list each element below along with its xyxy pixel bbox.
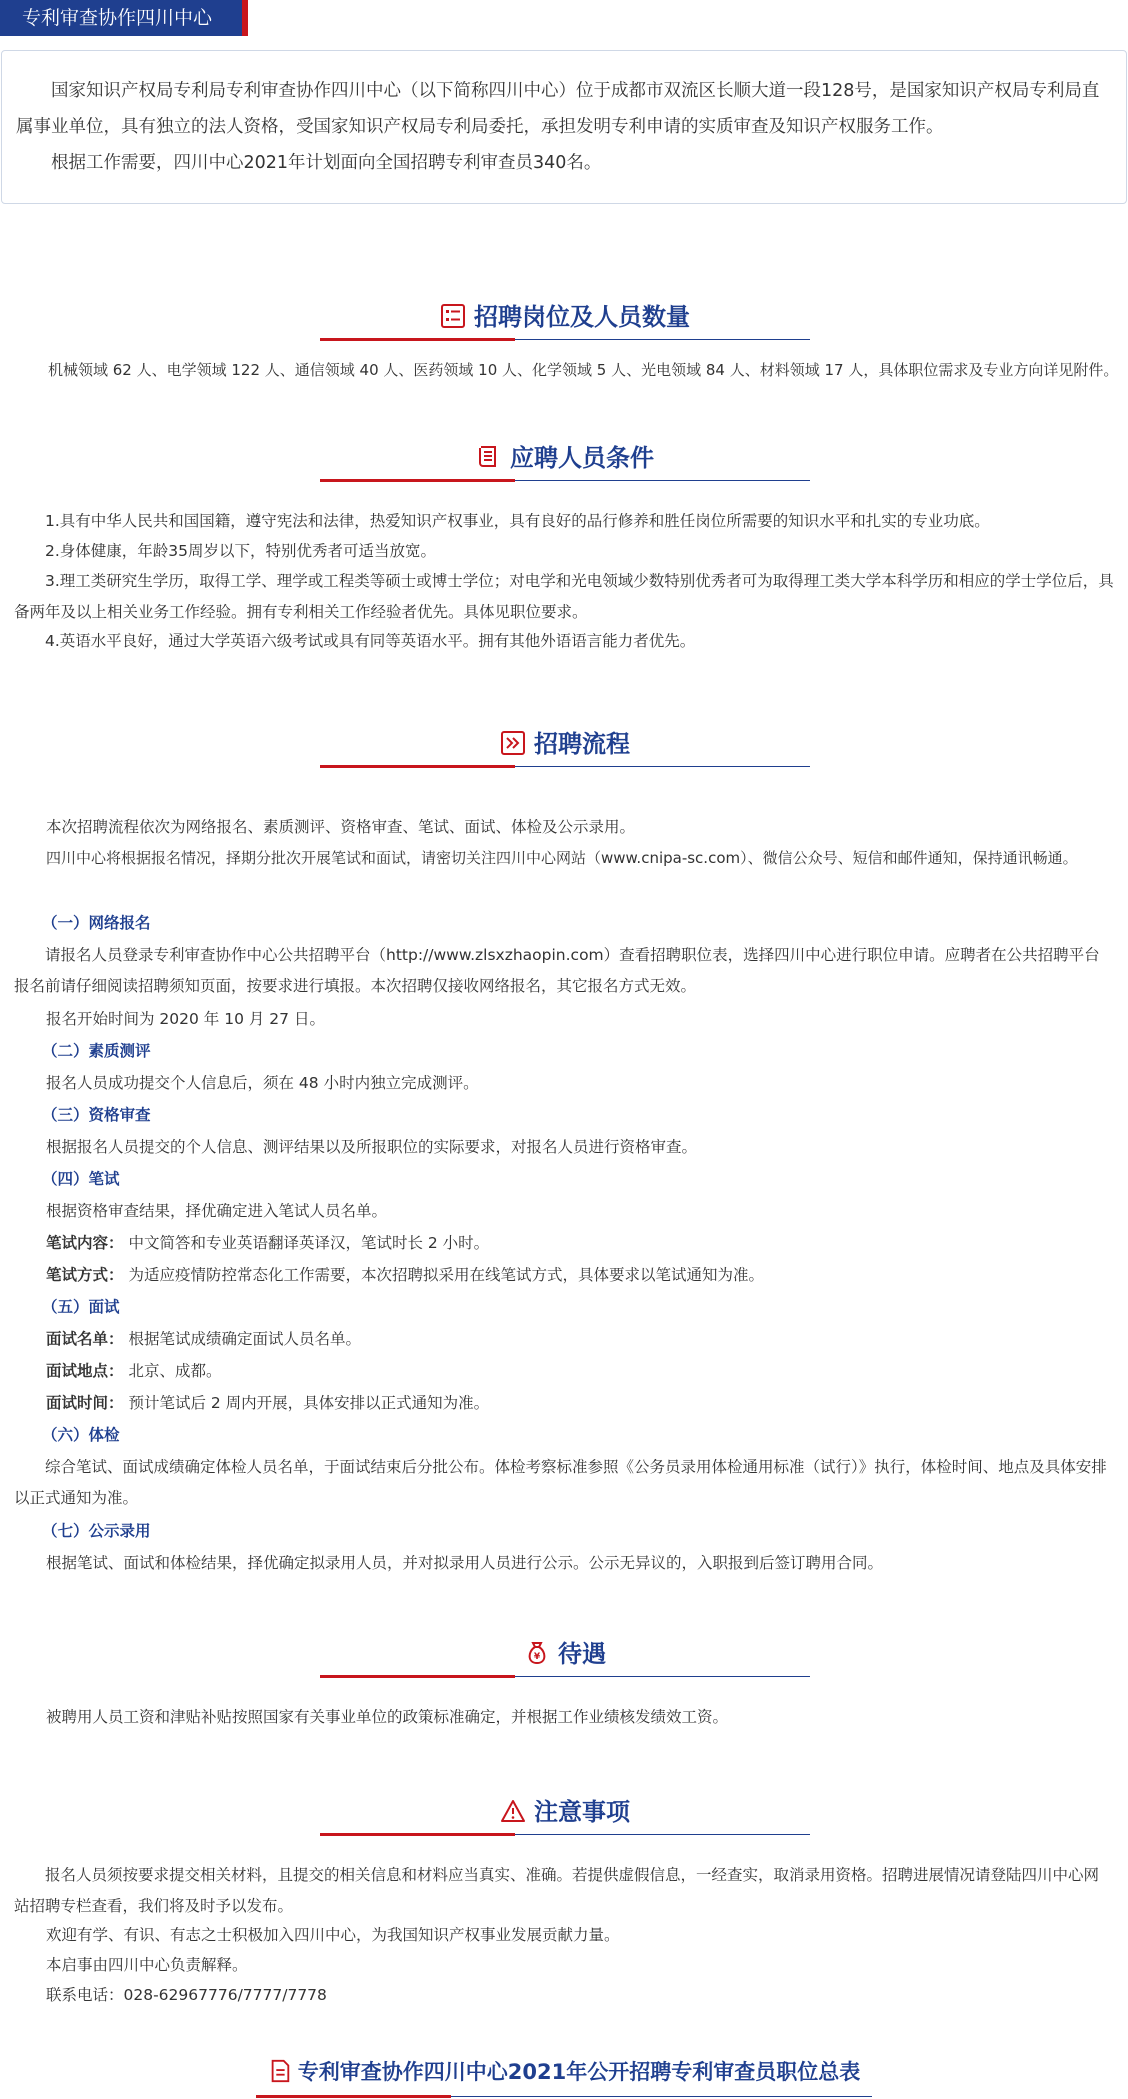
process-intro-1: 本次招聘流程依次为网络报名、素质测评、资格审查、笔试、面试、体检及公示录用。: [46, 818, 636, 836]
section-header-positions: [320, 297, 810, 341]
process-detail-row: 面试时间： 预计笔试后 2 周内开展，具体安排以正式通知为准。: [46, 1394, 490, 1412]
requirement-item: 2.身体健康，年龄35周岁以下，特别优秀者可适当放宽。: [45, 542, 437, 560]
section-header-benefits: [320, 1634, 810, 1678]
process-step-text: 根据资格审查结果，择优确定进入笔试人员名单。: [46, 1202, 388, 1220]
scroll-icon: [476, 444, 502, 470]
section-header-summary: [256, 2052, 872, 2099]
svg-text:¥: ¥: [533, 1652, 541, 1662]
notes-text: 本启事由四川中心负责解释。: [46, 1956, 248, 1974]
requirement-item: 4.英语水平良好，通过大学英语六级考试或具有同等英语水平。拥有其他外语语言能力者优先。: [45, 632, 696, 650]
requirement-item: 3.理工类研究生学历，取得工学、理学或工程类等硕士或博士学位；对电学和光电领域少数特别优秀者可为取得理工类大学本科学历和相应的学士学位后，具备两年及以上相关业务工作经验。拥有专利相关工作经验者优先。具体见职位要求。: [14, 572, 1114, 621]
document-icon: [268, 2059, 292, 2083]
section-title-positions: 招聘岗位及人员数量: [474, 303, 690, 331]
money-bag-icon: [524, 1640, 550, 1666]
section-title-notes: 注意事项: [534, 1798, 630, 1826]
process-step-title: （四）笔试: [42, 1170, 120, 1188]
section-title-benefits: 待遇: [558, 1640, 606, 1668]
positions-text: 机械领域 62 人、电学领域 122 人、通信领域 40 人、医药领域 10 人、化学领域 5 人、光电领域 84 人、材料领域 17 人，具体职位需求及专业方向详见附件。: [48, 361, 1119, 379]
process-step-title: （五）面试: [42, 1298, 120, 1316]
section-title-requirements: 应聘人员条件: [510, 444, 654, 472]
summary-table-title: 专利审查协作四川中心2021年公开招聘专利审查员职位总表: [297, 2060, 861, 2084]
process-intro-2: 四川中心将根据报名情况，择期分批次开展笔试和面试，请密切关注四川中心网站（www.cnipa-sc.com）、微信公众号、短信和邮件通知，保持通讯畅通。: [46, 849, 1078, 867]
process-step-text: 综合笔试、面试成绩确定体检人员名单，于面试结束后分批公布。体检考察标准参照《公务员录用体检通用标准（试行）》执行，体检时间、地点及具体安排以正式通知为准。: [14, 1458, 1107, 1507]
process-detail-row: 笔试方式： 为适应疫情防控常态化工作需要，本次招聘拟采用在线笔试方式，具体要求以笔试通知为准。: [46, 1266, 764, 1284]
warning-icon: [500, 1798, 526, 1824]
process-step-title: （三）资格审查: [42, 1106, 151, 1124]
process-detail-row: 笔试内容： 中文简答和专业英语翻译英译汉，笔试时长 2 小时。: [46, 1234, 490, 1252]
list-icon: [440, 303, 466, 329]
header-tag: 专利审查协作四川中心: [0, 0, 242, 36]
section-header-notes: [320, 1792, 810, 1836]
contact-phone: 联系电话：028-62967776/7777/7778: [46, 1986, 327, 2004]
requirement-item: 1.具有中华人民共和国国籍，遵守宪法和法律，热爱知识产权事业，具有良好的品行修养和胜任岗位所需要的知识水平和扎实的专业功底。: [45, 512, 990, 530]
process-step-text: 根据笔试、面试和体检结果，择优确定拟录用人员，并对拟录用人员进行公示。公示无异议的，入职报到后签订聘用合同。: [46, 1554, 884, 1572]
process-step-title: （二）素质测评: [42, 1042, 151, 1060]
process-detail-row: 面试地点： 北京、成都。: [46, 1362, 222, 1380]
intro-paragraph-1: 国家知识产权局专利局专利审查协作四川中心（以下简称四川中心）位于成都市双流区长顺大道一段128号，是国家知识产权局专利局直属事业单位，具有独立的法人资格，受国家知识产权局专利局委托，承担发明专利申请的实质审查及知识产权服务工作。: [16, 81, 1100, 137]
section-title-process: 招聘流程: [534, 730, 630, 758]
process-step-text: 报名开始时间为 2020 年 10 月 27 日。: [46, 1010, 325, 1028]
process-step-title: （一）网络报名: [42, 914, 151, 932]
section-header-requirements: [320, 438, 810, 482]
benefits-text: 被聘用人员工资和津贴补贴按照国家有关事业单位的政策标准确定，并根据工作业绩核发绩效工资。: [46, 1708, 729, 1726]
intro-box: [1, 50, 1127, 204]
process-step-text: 报名人员成功提交个人信息后，须在 48 小时内独立完成测评。: [46, 1074, 479, 1092]
intro-paragraph-2: 根据工作需要，四川中心2021年计划面向全国招聘专利审查员340名。: [51, 153, 602, 173]
process-step-text: 请报名人员登录专利审查协作中心公共招聘平台（http://www.zlsxzhaopin.com）查看招聘职位表，选择四川中心进行职位申请。应聘者在公共招聘平台报名前请仔细阅读招聘须知页面，按要求进行填报。本次招聘仅接收网络报名，其它报名方式无效。: [14, 946, 1100, 995]
process-icon: [500, 730, 526, 756]
notes-text: 欢迎有学、有识、有志之士积极加入四川中心，为我国知识产权事业发展贡献力量。: [46, 1926, 620, 1944]
notes-text: 报名人员须按要求提交相关材料，且提交的相关信息和材料应当真实、准确。若提供虚假信息，一经查实，取消录用资格。招聘进展情况请登陆四川中心网站招聘专栏查看，我们将及时予以发布。: [14, 1866, 1100, 1915]
section-header-process: [320, 724, 810, 768]
process-step-text: 根据报名人员提交的个人信息、测评结果以及所报职位的实际要求，对报名人员进行资格审查。: [46, 1138, 698, 1156]
process-step-title: （六）体检: [42, 1426, 120, 1444]
process-step-title: （七）公示录用: [42, 1522, 151, 1540]
process-detail-row: 面试名单： 根据笔试成绩确定面试人员名单。: [46, 1330, 361, 1348]
